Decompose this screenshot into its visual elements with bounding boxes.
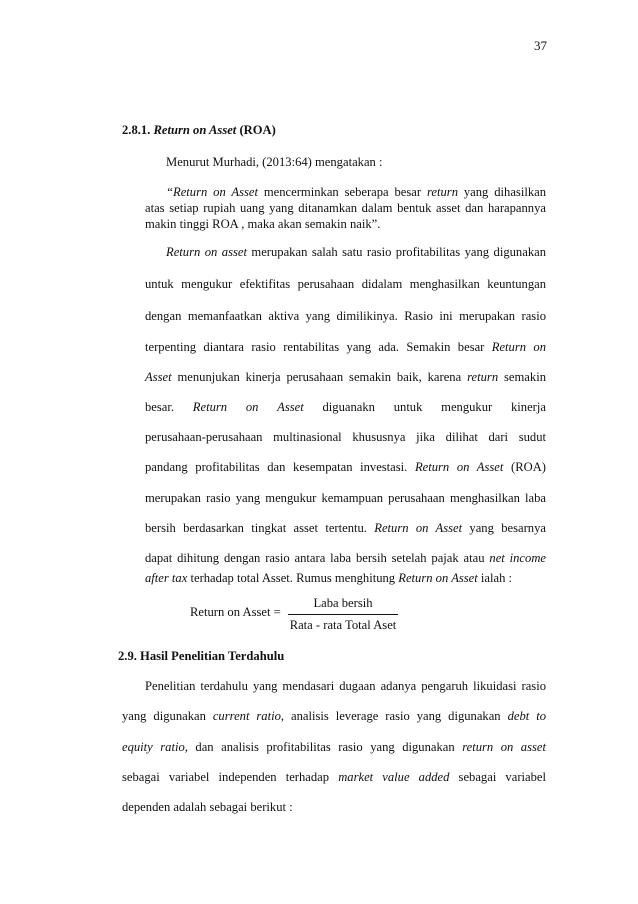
section-number: 2.8.1.	[122, 123, 154, 137]
para-line-2: untuk mengukur efektifitas perusahaan didalam menghasilkan keuntungan	[145, 277, 546, 291]
para-text: terpenting diantara rasio rentabilitas yang ada. Semakin besar	[145, 340, 492, 354]
para-line-4	[145, 339, 546, 355]
term-italic: Return on asset	[166, 245, 247, 259]
page-number: 37	[534, 38, 547, 53]
term-italic: equity ratio,	[122, 740, 188, 754]
para-text: (ROA)	[503, 460, 546, 474]
quote-text: yang dihasilkan	[458, 185, 547, 199]
quote-line-1	[166, 184, 546, 200]
formula-fraction	[288, 596, 398, 633]
para-line-6	[145, 399, 546, 415]
term-italic: net income	[489, 551, 546, 565]
para-text: dan analisis profitabilitas rasio yang digunakan	[187, 740, 463, 754]
para-line-8	[145, 459, 546, 475]
para-text: menunjukan kinerja perusahaan semakin baik, karena	[171, 370, 468, 384]
para-line-5	[145, 369, 546, 385]
para-text: sebagai variabel independen terhadap	[122, 770, 339, 784]
section-heading-2-8-1	[122, 122, 276, 138]
term-italic: return	[467, 370, 499, 384]
section-title-rest: (ROA)	[236, 123, 276, 137]
quote-line-2: atas setiap rupiah uang yang ditanamkan dalam bentuk asset dan harapannya	[145, 201, 546, 215]
term-italic: Return on	[491, 340, 546, 354]
term-italic: after tax	[145, 571, 188, 585]
word: besar.	[145, 400, 175, 414]
term-italic: return on asset	[462, 740, 546, 754]
para-text: semakin	[498, 370, 546, 384]
para-line-10	[145, 520, 546, 536]
word: untuk	[393, 400, 423, 414]
s29-line-3	[122, 739, 546, 755]
para-line-1	[166, 244, 546, 260]
para-text: sebagai variabel	[449, 770, 546, 784]
para-text: pandang profitabilitas dan kesempatan investasi.	[145, 460, 415, 474]
word-italic: Asset	[277, 400, 304, 414]
para-line-3: dengan memanfaatkan aktiva yang dimilikinya. Rasio ini merupakan rasio	[145, 309, 546, 323]
quote-line-3: makin tinggi ROA , maka akan semakin naik”.	[145, 217, 381, 231]
word: diguanakn	[322, 400, 375, 414]
formula-lhs: Return on Asset =	[190, 605, 281, 619]
word: mengukur	[441, 400, 493, 414]
term-italic: Asset	[145, 370, 172, 384]
para-line-7: perusahaan-perusahaan multinasional khususnya jika dilihat dari sudut	[145, 430, 546, 444]
para-text: bersih berdasarkan tingkat asset tertentu.	[145, 521, 375, 535]
term-italic: Return on Asset	[398, 571, 478, 585]
term-italic: debt to	[507, 709, 546, 723]
intro-line: Menurut Murhadi, (2013:64) mengatakan :	[166, 155, 383, 169]
s29-line-4	[122, 769, 546, 785]
s29-line-1: Penelitian terdahulu yang mendasari dugaan adanya pengaruh likuidasi rasio	[145, 679, 546, 693]
formula-numerator: Laba bersih	[288, 596, 398, 615]
word: kinerja	[510, 400, 546, 414]
quote-term-return: return	[426, 185, 458, 199]
term-italic: current ratio	[212, 709, 281, 723]
para-text: , analisis leverage rasio yang digunakan	[280, 709, 508, 723]
para-text: yang digunakan	[122, 709, 213, 723]
word-italic: Return	[192, 400, 228, 414]
word-italic: on	[245, 400, 259, 414]
s29-line-2	[122, 708, 546, 724]
para-line-11	[145, 550, 546, 566]
para-text: merupakan salah satu rasio profitabilitas yang digunakan	[246, 245, 547, 259]
section-heading-2-9: 2.9. Hasil Penelitian Terdahulu	[118, 649, 285, 663]
quote-term-roa: “Return on Asset	[166, 185, 258, 199]
term-italic: Return on Asset	[374, 521, 463, 535]
quote-text: mencerminkan seberapa besar	[258, 185, 427, 199]
term-italic: market value added	[338, 770, 450, 784]
s29-line-5: dependen adalah sebagai berikut :	[122, 800, 293, 814]
formula-denominator: Rata - rata Total Aset	[289, 618, 397, 632]
para-text: dapat dihitung dengan rasio antara laba bersih setelah pajak atau	[145, 551, 490, 565]
term-italic: Return on Asset	[414, 460, 504, 474]
para-text: ialah :	[477, 571, 513, 585]
para-text: terhadap total Asset. Rumus menghitung	[187, 571, 399, 585]
section-title-italic: Return on Asset	[153, 123, 237, 137]
para-text: yang besarnya	[462, 521, 546, 535]
para-line-12	[145, 570, 512, 586]
para-line-9: merupakan rasio yang mengukur kemampuan perusahaan menghasilkan laba	[145, 491, 546, 505]
